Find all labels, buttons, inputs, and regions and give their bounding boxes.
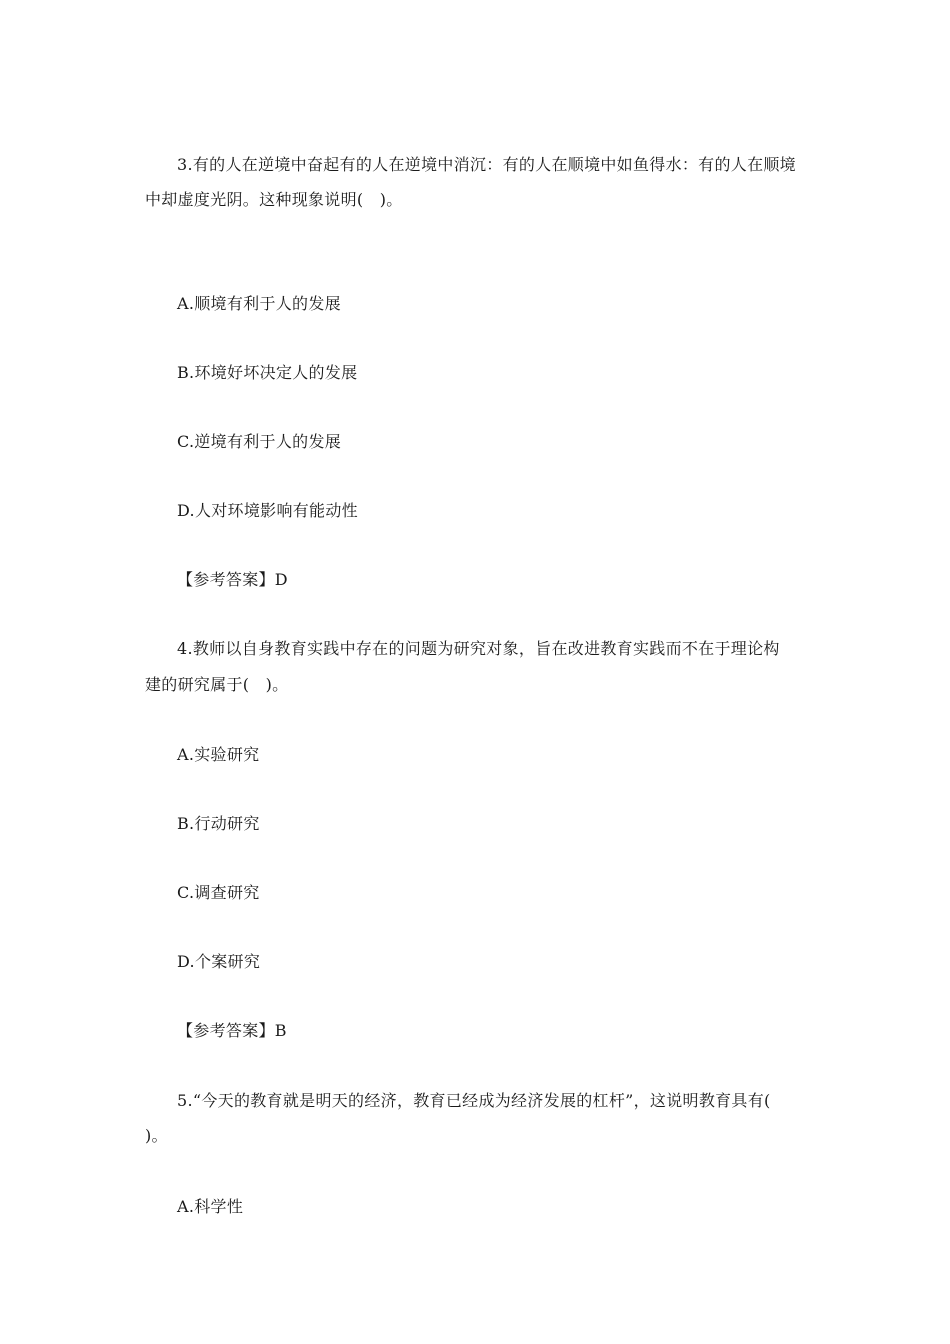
- question-3-option-d: D.人对环境影响有能动性: [177, 501, 358, 520]
- question-3-option-a: A.顺境有利于人的发展: [177, 294, 341, 313]
- question-5-stem-line1: 5.“今天的教育就是明天的经济，教育已经成为经济发展的杠杆”，这说明教育具有(: [177, 1091, 771, 1110]
- question-3-answer: 【参考答案】D: [177, 570, 288, 589]
- question-3-stem-line1: 3.有的人在逆境中奋起有的人在逆境中消沉：有的人在顺境中如鱼得水：有的人在顺境: [177, 155, 796, 174]
- question-3-option-b: B.环境好坏决定人的发展: [177, 363, 358, 382]
- question-4-stem-line1: 4.教师以自身教育实践中存在的问题为研究对象，旨在改进教育实践而不在于理论构: [177, 639, 780, 658]
- question-5-option-a: A.科学性: [177, 1197, 244, 1216]
- question-4-option-c: C.调查研究: [177, 883, 260, 902]
- question-4-option-b: B.行动研究: [177, 814, 260, 833]
- question-4-answer: 【参考答案】B: [177, 1021, 287, 1040]
- question-4-option-a: A.实验研究: [177, 745, 260, 764]
- question-5-stem-line2: )。: [145, 1126, 168, 1145]
- question-3-stem-line2: 中却虚度光阴。这种现象说明( )。: [145, 190, 403, 209]
- question-4-stem-line2: 建的研究属于( )。: [145, 675, 289, 694]
- question-3-option-c: C.逆境有利于人的发展: [177, 432, 342, 451]
- question-4-option-d: D.个案研究: [177, 952, 261, 971]
